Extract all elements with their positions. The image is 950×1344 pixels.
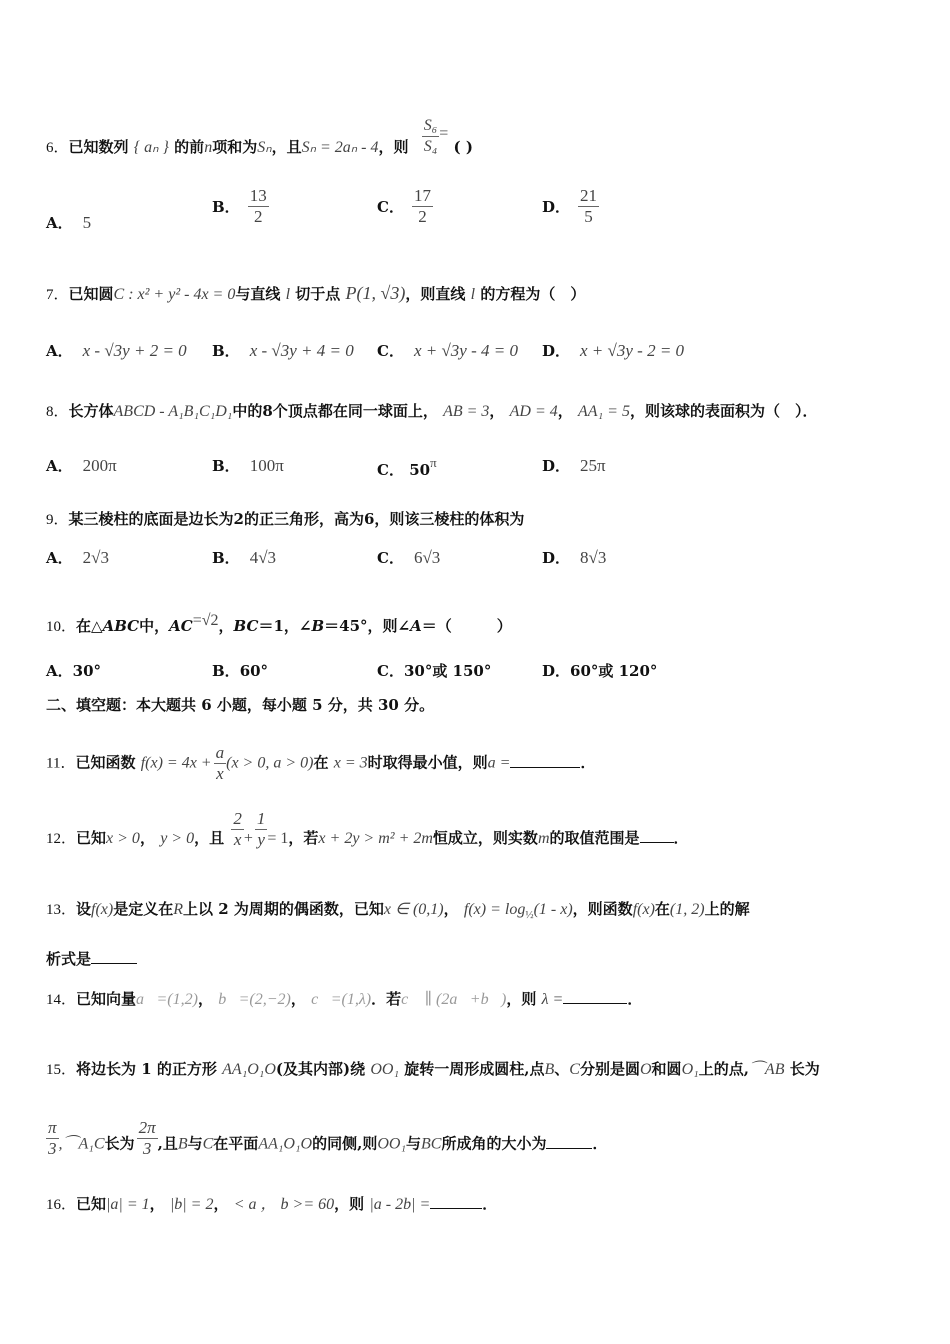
q9-option-a[interactable]: A． 2√3 <box>46 548 109 567</box>
question-number: 15． <box>46 1062 77 1078</box>
q7-option-d[interactable]: D． x + √3y - 2 = 0 <box>542 341 685 360</box>
question-number: 13． <box>46 902 77 918</box>
q10-option-a[interactable]: A．30° <box>46 662 102 680</box>
question-number: 14． <box>46 992 77 1008</box>
question-number: 6． <box>46 140 69 156</box>
q10-option-b[interactable]: B．60° <box>212 662 269 680</box>
question-15: 15．将边长为 1 的正方形 AA₁O₁O(及其内部)绕 OO₁ 旋转一周形成圆柱,点B、C分别是圆O和圆O₁上的点,⌒AB 长为 <box>46 1060 820 1078</box>
answer-blank[interactable] <box>91 963 137 964</box>
q8-option-b[interactable]: B． 100π <box>212 456 284 475</box>
answer-blank[interactable] <box>640 842 674 843</box>
question-number: 10． <box>46 619 77 635</box>
question-number: 9． <box>46 512 69 528</box>
q9-option-d[interactable]: D． 8√3 <box>542 548 607 567</box>
question-16: 16．已知|a| = 1， |b| = 2， < a ， b >= 60，则 |a - 2b| = ． <box>46 1195 498 1213</box>
q8-option-a[interactable]: A． 200π <box>46 456 117 475</box>
question-8: 8．长方体ABCD - A₁B₁C₁D₁中的8个顶点都在同一球面上， AB = 3， AD = 4， AA₁ = 5，则该球的表面积为（ ）． <box>46 402 818 420</box>
q6-option-c[interactable]: C． $\frac{17}{2}$ <box>377 186 431 226</box>
answer-blank[interactable] <box>430 1208 482 1209</box>
q9-option-b[interactable]: B． 4√3 <box>212 548 277 567</box>
q6-option-d[interactable]: D． $\frac{21}{5}$ <box>542 186 598 226</box>
q7-option-b[interactable]: B． x - √3y + 4 = 0 <box>212 341 354 360</box>
q6-option-b[interactable]: B． $\frac{13}{2}$ <box>212 186 267 226</box>
answer-blank[interactable] <box>546 1148 592 1149</box>
q8-option-c[interactable]: C． 50π <box>377 455 437 479</box>
q7-option-c[interactable]: C． x + √3y - 4 = 0 <box>377 341 518 360</box>
question-number: 16． <box>46 1197 77 1213</box>
question-number: 7． <box>46 287 69 303</box>
answer-blank[interactable] <box>563 1003 627 1004</box>
question-6: 6．已知数列 { aₙ } 的前n项和为Sₙ，且Sₙ = 2aₙ - 4，则 $\frac{\text{S₆}}{\text{S₄}}$ = ( ) <box>46 116 473 156</box>
q10-option-d[interactable]: D．60°或 120° <box>542 662 658 680</box>
question-9: 9．某三棱柱的底面是边长为2的正三角形，高为6，则该三棱柱的体积为 <box>46 510 525 528</box>
question-10: 10．在△ABC中，AC=√2，BC＝1，∠B＝45°，则∠A＝（ ） <box>46 612 512 635</box>
question-number: 12． <box>46 831 77 847</box>
q10-option-c[interactable]: C．30°或 150° <box>377 662 492 680</box>
q9-option-c[interactable]: C． 6√3 <box>377 548 441 567</box>
q7-option-a[interactable]: A． x - √3y + 2 = 0 <box>46 341 187 360</box>
fraction-s6-s4: $\frac{\text{S₆}}{\text{S₄}}$ <box>423 116 438 155</box>
answer-blank[interactable] <box>510 767 580 768</box>
question-11: 11．已知函数 f(x) = 4x + $\frac{a}{x}$ (x > 0, a > 0)在 x = 3时取得最小值，则a = ． <box>46 743 596 783</box>
question-number: 11． <box>46 755 76 772</box>
question-number: 8． <box>46 404 69 420</box>
section-heading-fill-in: 二、填空题：本大题共 6 小题，每小题 5 分，共 30 分。 <box>46 696 435 714</box>
question-7: 7．已知圆C : x² + y² - 4x = 0与直线 l 切于点 P(1, √3)，则直线 l 的方程为（ ） <box>46 283 586 303</box>
q8-option-d[interactable]: D． 25π <box>542 456 606 475</box>
question-12: 12．已知x > 0， y > 0，且 $\frac{2}{x}$ + $\frac{1}{y}$ = 1，若x + 2y > m² + 2m恒成立，则实数m的取值范围是 ． <box>46 808 689 849</box>
q6-option-a[interactable]: A． 5 <box>46 213 92 232</box>
question-14: 14．已知向量a⃗=(1,2)， b⃗=(2,−2)， c⃗=(1,λ)．若c⃗ ∥ (2a⃗+b⃗)，则 λ = ． <box>46 990 643 1008</box>
question-13: 13．设f(x)是定义在R上以 2 为周期的偶函数，已知x ∈ (0,1)， $f(x) = \log_{\frac{1}{2}}(1 - x)$，则函数f(x)在(1, 2)上的解 <box>46 900 750 921</box>
question-15-continued: $\frac{\pi}{3}$ ,⌒A₁C长为 $\frac{2\pi}{3}$ ,且B与C在平面AA₁O₁O的同侧,则OO₁与BC所成角的大小为 ． <box>48 1118 608 1158</box>
question-13-continued: 析式是 <box>46 948 137 969</box>
